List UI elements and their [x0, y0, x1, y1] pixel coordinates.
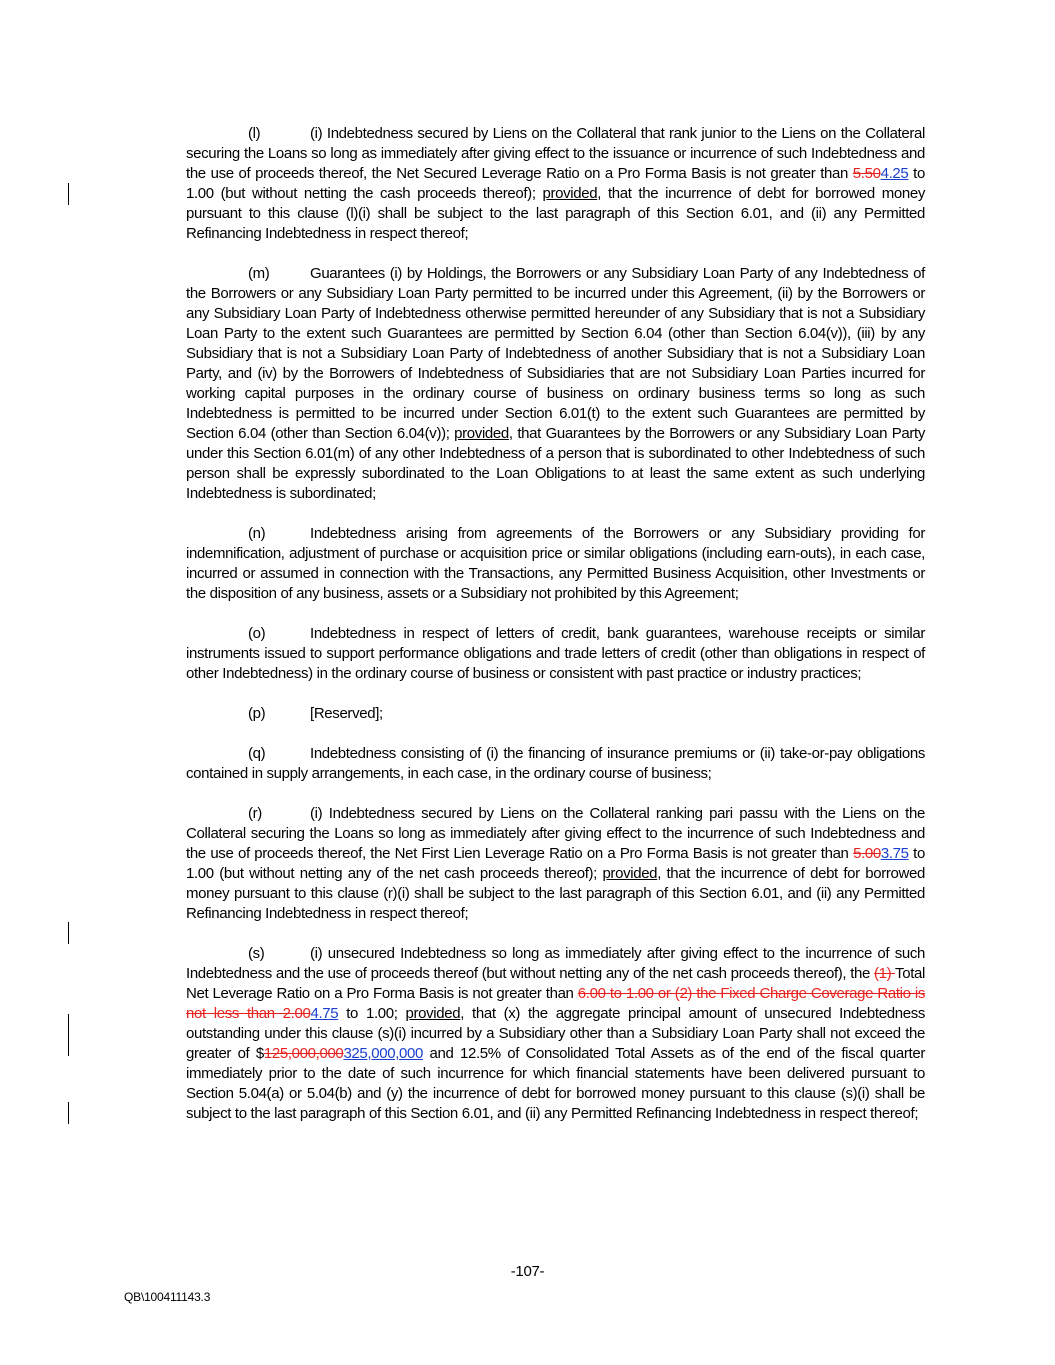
- change-bar: [68, 1102, 69, 1124]
- paragraph-r: (r) (i) Indebtedness secured by Liens on the Collateral ranking pari passu with the Liens on the Collateral securing the Loans so long as immediately after giving effect to the incurrence of such Indebtedness and the use of proceeds thereof, the Net First Lien Leverage Ratio on a Pro Forma Basis is not greater than 5.003.75 to 1.00 (but without netting any of the net cash proceeds thereof); provided, that the incurrence of debt for borrowed money pursuant to this clause (r)(i) shall be subject to the last paragraph of this Section 6.01, and (ii) any Permitted Refinancing Indebtedness in respect thereof;: [186, 805, 925, 922]
- paragraph-p: (p) [Reserved];: [248, 705, 383, 722]
- change-bar: [68, 183, 69, 205]
- deleted-text: 6.00 to 1.00 or (2) the Fixed Charge Coverage Ratio is not less than 2.00: [186, 985, 925, 1022]
- paragraph-n: (n) Indebtedness arising from agreements of the Borrowers or any Subsidiary providing for indemnification, adjustment of purchase or acquisition price or similar obligations (including earn-outs), in each case, incurred or assumed in connection with the Transactions, any Permitted Business Acquisition, other Investments or the disposition of any business, assets or a Subsidiary not prohibited by this Agreement;: [186, 525, 925, 602]
- clause-label: (s): [248, 945, 265, 962]
- page-number: -107-: [510, 1263, 545, 1280]
- clause-label: (o): [248, 625, 266, 642]
- deleted-text: 5.50: [852, 165, 881, 182]
- inserted-text: 4.75: [310, 1005, 339, 1022]
- inserted-text: 4.25: [880, 165, 909, 182]
- inserted-text: 3.75: [880, 845, 909, 862]
- underlined-term: provided: [542, 185, 598, 202]
- paragraph-s: (s) (i) unsecured Indebtedness so long as immediately after giving effect to the incurrence of such Indebtedness and the use of proceeds thereof (but without netting any of the net cash proceeds thereof), the (1) Total Net Leverage Ratio on a Pro Forma Basis is not greater than 6.00 to 1.00 or (2) the Fixed Charge Coverage Ratio is not less than 2.004.75 to 1.00; provided, that (x) the aggregate principal amount of unsecured Indebtedness outstanding under this clause (s)(i) incurred by a Subsidiary other than a Subsidiary Loan Party shall not exceed the greater of $125,000,000325,000,000 and 12.5% of Consolidated Total Assets as of the end of the fiscal quarter immediately prior to the date of such incurrence for which financial statements have been delivered pursuant to Section 5.04(a) or 5.04(b) and (y) the incurrence of debt for borrowed money pursuant to this clause (s)(i) shall be subject to the last paragraph of this Section 6.01, and (ii) any Permitted Refinancing Indebtedness in respect thereof;: [186, 945, 926, 1122]
- inserted-text: 325,000,000: [343, 1045, 424, 1062]
- change-bar: [68, 922, 69, 944]
- clause-label: (q): [248, 745, 266, 762]
- change-bar: [68, 1014, 69, 1056]
- deleted-text: 125,000,000: [263, 1045, 344, 1062]
- paragraph-l: (l) (i) Indebtedness secured by Liens on the Collateral that rank junior to the Liens on the Collateral securing the Loans so long as immediately after giving effect to the issuance or incurrence of such Indebtedness and the use of proceeds thereof, the Net Secured Leverage Ratio on a Pro Forma Basis is not greater than 5.504.25 to 1.00 (but without netting the cash proceeds thereof); provided, that the incurrence of debt for borrowed money pursuant to this clause (l)(i) shall be subject to the last paragraph of this Section 6.01, and (ii) any Permitted Refinancing Indebtedness in respect thereof;: [186, 125, 925, 242]
- document-body: [186, 124, 925, 1144]
- paragraph-q: (q) Indebtedness consisting of (i) the financing of insurance premiums or (ii) take-or-pay obligations contained in supply arrangements, in each case, in the ordinary course of business;: [186, 745, 925, 782]
- deleted-text: 5.00: [853, 845, 881, 862]
- clause-label: (r): [248, 805, 262, 822]
- clause-label: (p): [248, 705, 266, 722]
- underlined-term: provided: [405, 1005, 461, 1022]
- paragraph-m: (m) Guarantees (i) by Holdings, the Borrowers or any Subsidiary Loan Party of any Indebtedness of the Borrowers or any Subsidiary Loan Party permitted to be incurred under this Agreement, (ii) by the Borrowers or any Subsidiary Loan Party of Indebtedness otherwise permitted hereunder of any Subsidiary that is not a Subsidiary Loan Party to the extent such Guarantees are permitted by Section 6.04 (other than Section 6.04(v)), (iii) by any Subsidiary that is not a Subsidiary Loan Party of Indebtedness of another Subsidiary that is not a Subsidiary Loan Party, and (iv) by the Borrowers of Indebtedness of Subsidiaries that are not Subsidiary Loan Parties incurred for working capital purposes in the ordinary course of business on ordinary business terms so long as such Indebtedness is permitted to be incurred under Section 6.01(t) to the extent such Guarantees are permitted by Section 6.04 (other than Section 6.04(v)); provided, that Guarantees by the Borrowers or any Subsidiary Loan Party under this Section 6.01(m) of any other Indebtedness of a person that is subordinated to other Indebtedness of such person shall be expressly subordinated to the Loan Obligations to at least the same extent as such underlying Indebtedness is subordinated;: [186, 265, 925, 502]
- document-id: QB\100411143.3: [124, 1290, 211, 1304]
- clause-label: (n): [248, 525, 266, 542]
- clause-label: (l): [248, 125, 261, 142]
- paragraph-o: (o) Indebtedness in respect of letters of credit, bank guarantees, warehouse receipts or similar instruments issued to support performance obligations and trade letters of credit (other than obligations in respect of other Indebtedness) in the ordinary course of business or consistent with past practice or industry practices;: [186, 625, 925, 682]
- deleted-text: (1): [874, 965, 896, 982]
- underlined-term: provided: [602, 865, 658, 882]
- underlined-term: provided: [454, 425, 509, 442]
- clause-label: (m): [248, 265, 270, 282]
